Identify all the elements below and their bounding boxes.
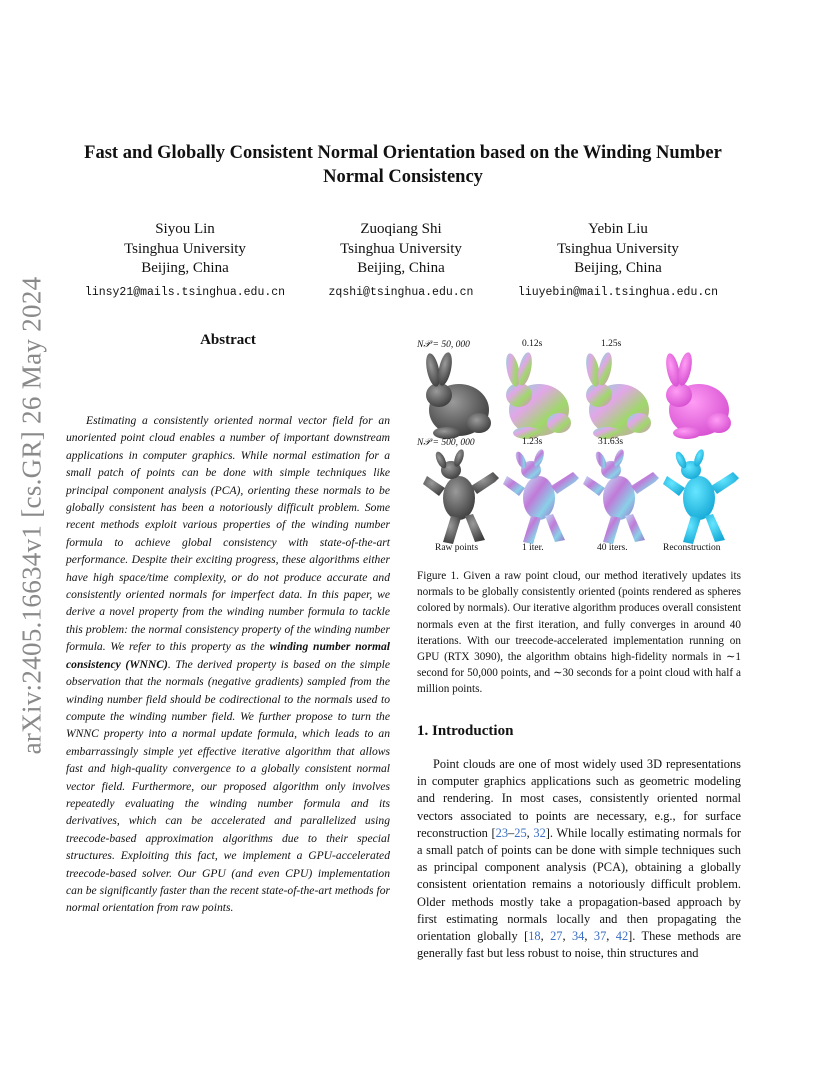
column-label-40-iters: 40 iters. (597, 543, 628, 553)
bunny-reconstruction (664, 351, 731, 439)
row2-time-2: 31.63s (598, 437, 624, 447)
introduction-paragraph (417, 756, 741, 962)
author-email[interactable]: zqshi@tsinghua.edu.cn (328, 285, 474, 299)
bunny-1-iter (504, 351, 571, 439)
abstract-text: Estimating a consistently oriented normal vector field for an unoriented point cloud enables a number of important downstream applications in computer graphics. While normal estimation for a small patch of points can be done with simple techniques like principal component analysis (PCA), orienting these normals to be globally consistent has been a notoriously difficult problem. Some recent methods exploit various properties of the winding number formula to achieve global consistency with state-of-the-art performance. Despite their exciting progress, these algorithms either have high space/time complexity, or do not produce accurate and consistently oriented normals for imperfect data. In this paper, we derive a novel property from the winding number formula to tackle this problem: the normal consistency property of the winding number formula. We refer to this property as the (66, 414, 390, 654)
intro-text: ]. These methods are generally fast but less robust to noise, thin structures and (417, 929, 742, 961)
row2-time-1: 1.23s (522, 437, 543, 447)
paper-title: Fast and Globally Consistent Normal Orientation based on the Winding Number Normal Consistency (84, 143, 722, 187)
armadillo-1-iter (503, 448, 579, 544)
armadillo-reconstruction (663, 448, 739, 544)
citation-link[interactable]: 32 (533, 825, 546, 840)
citation-link[interactable]: 34 (571, 929, 585, 944)
column-label-raw: Raw points (435, 543, 479, 553)
row1-point-count: N𝒫 = 50, 000 (417, 340, 470, 350)
intro-text: , (526, 825, 534, 840)
citation-link[interactable]: 42 (615, 929, 629, 944)
teaser-figure (415, 335, 741, 560)
intro-text: , (562, 929, 572, 944)
author-block-1 (70, 220, 300, 302)
abstract-heading: Abstract (200, 332, 256, 348)
author-block-2 (286, 220, 516, 302)
author-location: Beijing, China (574, 260, 662, 276)
intro-text: , (584, 929, 594, 944)
author-affiliation: Tsinghua University (557, 240, 679, 257)
column-label-reconstruction: Reconstruction (663, 543, 721, 553)
author-location: Beijing, China (357, 260, 445, 276)
author-affiliation: Tsinghua University (124, 240, 246, 257)
author-name: Zuoqiang Shi (360, 221, 442, 237)
intro-text: – (508, 825, 515, 840)
author-location: Beijing, China (141, 260, 229, 276)
author-email[interactable]: liuyebin@mail.tsinghua.edu.cn (517, 285, 719, 299)
arxiv-stamp (12, 270, 52, 760)
abstract-body (66, 412, 390, 917)
abstract-bold-term: winding number normal consistency (WNNC) (66, 640, 390, 671)
author-email[interactable]: linsy21@mails.tsinghua.edu.cn (84, 285, 286, 299)
citation-link[interactable]: 23 (495, 825, 509, 840)
bunny-raw-points (424, 351, 491, 439)
armadillo-40-iters (583, 448, 659, 544)
citation-link[interactable]: 27 (550, 929, 563, 944)
row2-point-count: N𝒫 = 500, 000 (417, 438, 475, 448)
intro-text: , (606, 929, 616, 944)
column-label-1-iter: 1 iter. (522, 543, 544, 553)
intro-text: ]. While locally estimating normals for a small patch of points can be done with simple techniques such as principal component analysis (PCA), obtaining a globally consistent orientation remains a notoriously difficult problem. Older methods mostly take a propagation-based approach by first estimating normals locally and then propagating the orientation globally [ (417, 825, 741, 944)
armadillo-raw-points (423, 448, 499, 544)
intro-text: , (540, 929, 551, 944)
citation-link[interactable]: 25 (514, 825, 527, 840)
intro-text: Point clouds are one of most widely used 3D representations in computer graphics applications such as geometric modeling and rendering. In most cases, consistently oriented normal vectors associated to points are necessary, e.g., for surface reconstruction [ (417, 757, 741, 840)
author-block-3 (503, 220, 733, 302)
row1-time-1: 0.12s (522, 339, 543, 349)
author-name: Siyou Lin (155, 221, 215, 237)
row1-time-2: 1.25s (601, 339, 622, 349)
figure-caption: Figure 1. Given a raw point cloud, our method iteratively updates its normals to be globally consistently oriented (points rendered as spheres colored by normals). Our iterative algorithm produces overall consistent normals even at the first iteration, and fully converges in around 40 iterations. With our treecode-accelerated implementation running on GPU (RTX 3090), the algorithm obtains high-fidelity normals in ∼1 second for 50,000 points, and ∼30 seconds for a point cloud with half a million points. (417, 570, 741, 696)
abstract-text: . The derived property is based on the simple observation that the normals (negative gradients) sampled from the winding number field should be codirectional to the normals used to compute the winding number field. We further propose to turn the WNNC property into a normal update formula, which leads to an embarrassingly simple yet effective iterative algorithm that allows fast and high-quality convergence to a globally consistent normal vector field. Furthermore, our proposed algorithm only involves repeatedly evaluating the winding number formula and its derivatives, which can be accelerated and parallelized using treecode-based approximation algorithms due to their special structures. Exploiting this fact, we implement a GPU-accelerated treecode-based solver. Our GPU (and even CPU) implementation can be significantly faster than the recent state-of-the-art methods for normal orientation from raw points. (66, 657, 391, 915)
citation-link[interactable]: 18 (528, 929, 541, 944)
author-name: Yebin Liu (588, 221, 648, 237)
citation-link[interactable]: 37 (593, 929, 607, 944)
arxiv-stamp-text: arXiv:2405.16634v1 [cs.GR] 26 May 2024 (16, 276, 47, 754)
author-affiliation: Tsinghua University (340, 240, 462, 257)
section-heading-introduction: 1. Introduction (417, 723, 514, 739)
bunny-40-iters (584, 351, 651, 439)
